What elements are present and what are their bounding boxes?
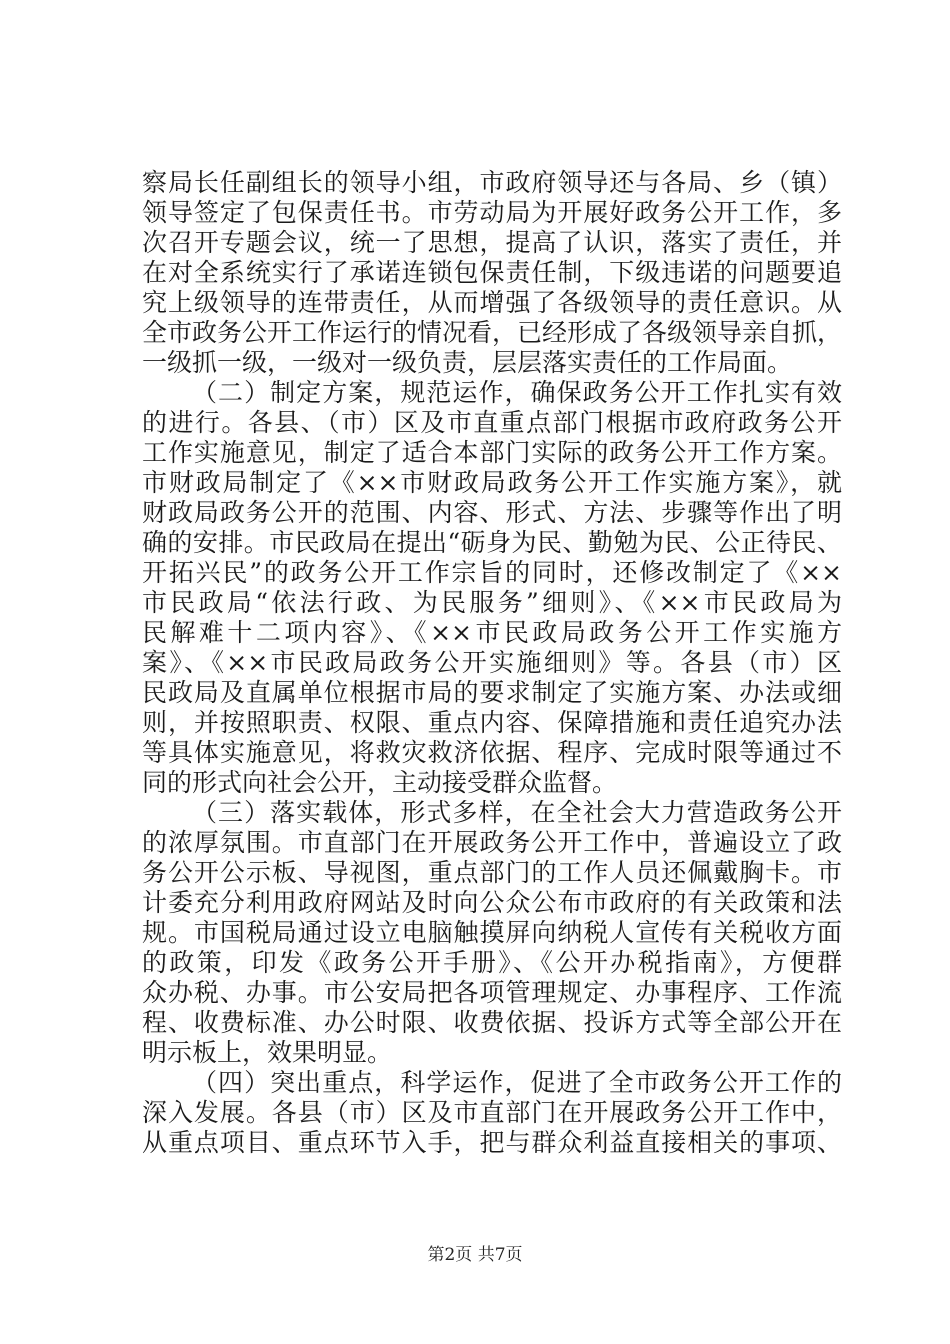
text-line: 同的形式向社会公开，主动接受群众监督。 [142, 768, 618, 797]
text-line: 规。市国税局通过设立电脑触摸屏向纳税人宣传有关税收方面 [142, 918, 842, 947]
text-line: 众办税、办事。市公安局把各项管理规定、办事程序、工作流 [142, 978, 842, 1007]
text-line: 开拓兴民”的政务公开工作宗旨的同时，还修改制定了《×× [142, 558, 842, 587]
text-line: 次召开专题会议，统一了思想，提高了认识，落实了责任，并 [142, 228, 842, 257]
text-line: 则，并按照职责、权限、重点内容、保障措施和责任追究办法 [142, 708, 842, 737]
text-line: 民政局及直属单位根据市局的要求制定了实施方案、办法或细 [142, 678, 842, 707]
text-line: 深入发展。各县（市）区及市直部门在开展政务公开工作中， [142, 1098, 842, 1127]
text-line: 的进行。各县、（市）区及市直重点部门根据市政府政务公开 [142, 408, 842, 437]
text-line: 市民政局“依法行政、为民服务”细则》、《××市民政局为 [142, 588, 842, 617]
page-footer: 第2页 共7页 [427, 1245, 523, 1265]
text-line: （四）突出重点，科学运作，促进了全市政务公开工作的 [192, 1068, 842, 1097]
text-line: 在对全系统实行了承诺连锁包保责任制，下级违诺的问题要追 [142, 258, 842, 287]
text-line: 财政局政务公开的范围、内容、形式、方法、步骤等作出了明 [142, 498, 842, 527]
text-line: （二）制定方案，规范运作，确保政务公开工作扎实有效 [192, 378, 842, 407]
text-line: 一级抓一级，一级对一级负责，层层落实责任的工作局面。 [142, 348, 793, 377]
text-line: 从重点项目、重点环节入手，把与群众利益直接相关的事项、 [142, 1128, 842, 1157]
text-line: 确的安排。市民政局在提出“砺身为民、勤勉为民、公正待民、 [142, 528, 842, 557]
text-line: 民解难十二项内容》、《××市民政局政务公开工作实施方 [142, 618, 842, 647]
text-line: 的浓厚氛围。市直部门在开展政务公开工作中，普遍设立了政 [142, 828, 842, 857]
text-line: 务公开公示板、导视图，重点部门的工作人员还佩戴胸卡。市 [142, 858, 842, 887]
text-line: 等具体实施意见，将救灾救济依据、程序、完成时限等通过不 [142, 738, 842, 767]
text-line: 究上级领导的连带责任，从而增强了各级领导的责任意识。从 [142, 288, 842, 317]
text-line: 领导签定了包保责任书。市劳动局为开展好政务公开工作，多 [142, 198, 842, 227]
text-line: 案》、《××市民政局政务公开实施细则》等。各县（市）区 [142, 648, 842, 677]
text-line: 明示板上，效果明显。 [142, 1038, 393, 1067]
text-line: 程、收费标准、办公时限、收费依据、投诉方式等全部公开在 [142, 1008, 842, 1037]
text-line: 市财政局制定了《××市财政局政务公开工作实施方案》，就 [142, 468, 842, 497]
text-line: 察局长任副组长的领导小组，市政府领导还与各局、乡（镇） [142, 168, 842, 197]
text-line: 全市政务公开工作运行的情况看，已经形成了各级领导亲自抓， [142, 318, 843, 347]
text-line: （三）落实载体，形式多样，在全社会大力营造政务公开 [192, 798, 842, 827]
text-line: 的政策，印发《政务公开手册》、《公开办税指南》，方便群 [142, 948, 842, 977]
body-text [142, 168, 842, 1158]
text-line: 计委充分利用政府网站及时向公众公布市政府的有关政策和法 [142, 888, 842, 917]
text-line: 工作实施意见，制定了适合本部门实际的政务公开工作方案。 [142, 438, 842, 467]
